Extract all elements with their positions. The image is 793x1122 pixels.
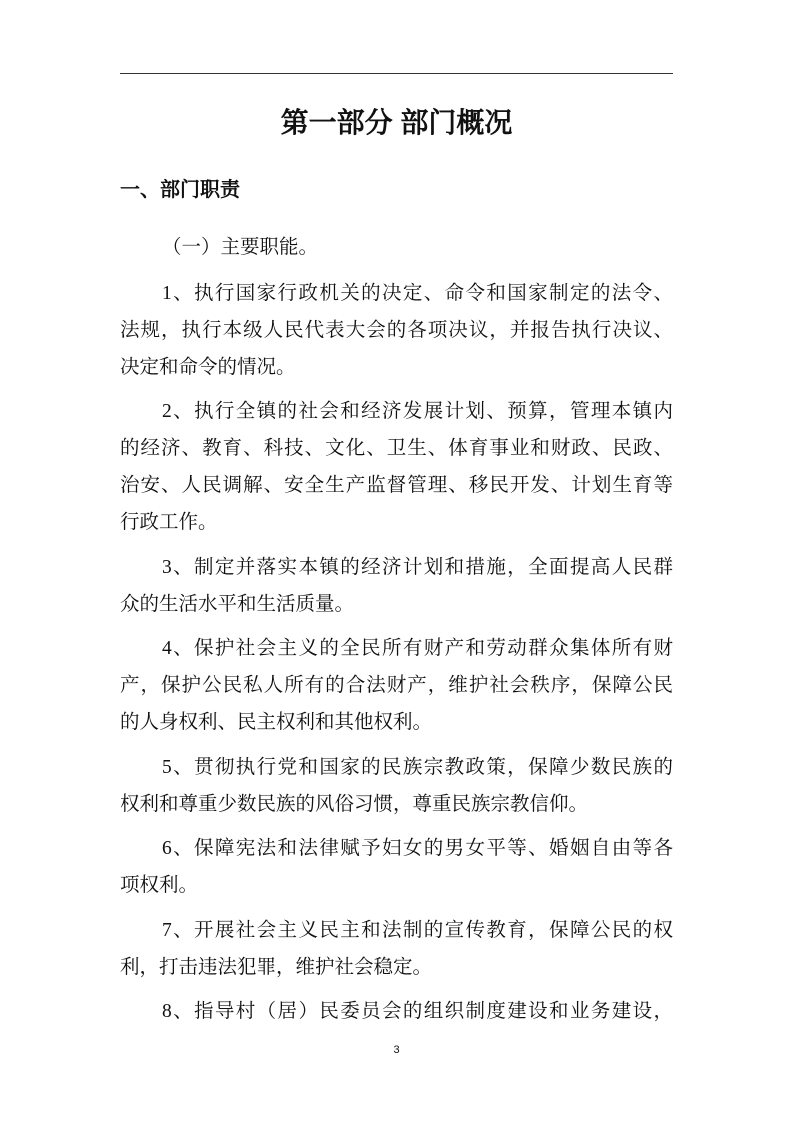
duty-item-5: [120, 749, 673, 823]
page-number: 3: [393, 1044, 400, 1056]
duty-item-5-line-2: 权利和尊重少数民族的风俗习惯，尊重民族宗教信仰。: [120, 793, 589, 815]
duty-item-2-line-2: 的经济、教育、科技、文化、卫生、体育事业和财政、民政、: [120, 438, 673, 459]
duty-item-8-line-1: 8、指导村（居）民委员会的组织制度建设和业务建设，: [162, 1001, 673, 1022]
page-title: 第一部分 部门概况: [280, 107, 513, 138]
duty-item-4: [120, 630, 673, 741]
duty-item-2: [120, 393, 673, 541]
duty-item-8: [120, 993, 673, 1030]
duty-item-6-line-1: 6、保障宪法和法律赋予妇女的男女平等、婚姻自由等各: [162, 838, 673, 859]
duty-item-4-line-2: 产，保护公民私人所有的合法财产，维护社会秩序，保障公民: [120, 675, 673, 696]
duty-item-7-line-1: 7、开展社会主义民主和法制的宣传教育，保障公民的权: [162, 919, 673, 941]
duty-item-2-line-3: 治安、人民调解、安全生产监督管理、移民开发、计划生育等: [120, 475, 673, 496]
duty-item-6: [120, 830, 673, 904]
duty-item-1-line-1: 1、执行国家行政机关的决定、命令和国家制定的法令、: [162, 282, 673, 304]
duty-item-3: [120, 549, 673, 623]
duty-item-4-line-1: 4、保护社会主义的全民所有财产和劳动群众集体所有财: [162, 638, 673, 659]
duty-item-1: [120, 275, 673, 386]
duty-item-2-line-4: 行政工作。: [120, 512, 218, 533]
section-heading: 一、部门职责: [120, 179, 240, 201]
duty-item-3-line-2: 众的生活水平和生活质量。: [120, 593, 355, 615]
subsection-heading: （一）主要职能。: [162, 236, 319, 258]
duty-item-3-line-1: 3、制定并落实本镇的经济计划和措施，全面提高人民群: [162, 556, 673, 578]
duty-item-7-line-2: 利，打击违法犯罪，维护社会稳定。: [120, 956, 433, 978]
duty-item-6-line-2: 项权利。: [120, 875, 199, 896]
duty-item-2-line-1: 2、执行全镇的社会和经济发展计划、预算，管理本镇内: [162, 401, 673, 422]
duty-item-7: [120, 912, 673, 986]
duty-item-1-line-2: 法规，执行本级人民代表大会的各项决议，并报告执行决议、: [120, 319, 673, 341]
header-rule: [120, 73, 673, 74]
duty-item-4-line-3: 的人身权利、民主权利和其他权利。: [120, 712, 433, 733]
duties-list: [120, 275, 673, 1038]
duty-item-5-line-1: 5、贯彻执行党和国家的民族宗教政策，保障少数民族的: [162, 756, 673, 778]
duty-item-1-line-3: 决定和命令的情况。: [120, 356, 296, 378]
